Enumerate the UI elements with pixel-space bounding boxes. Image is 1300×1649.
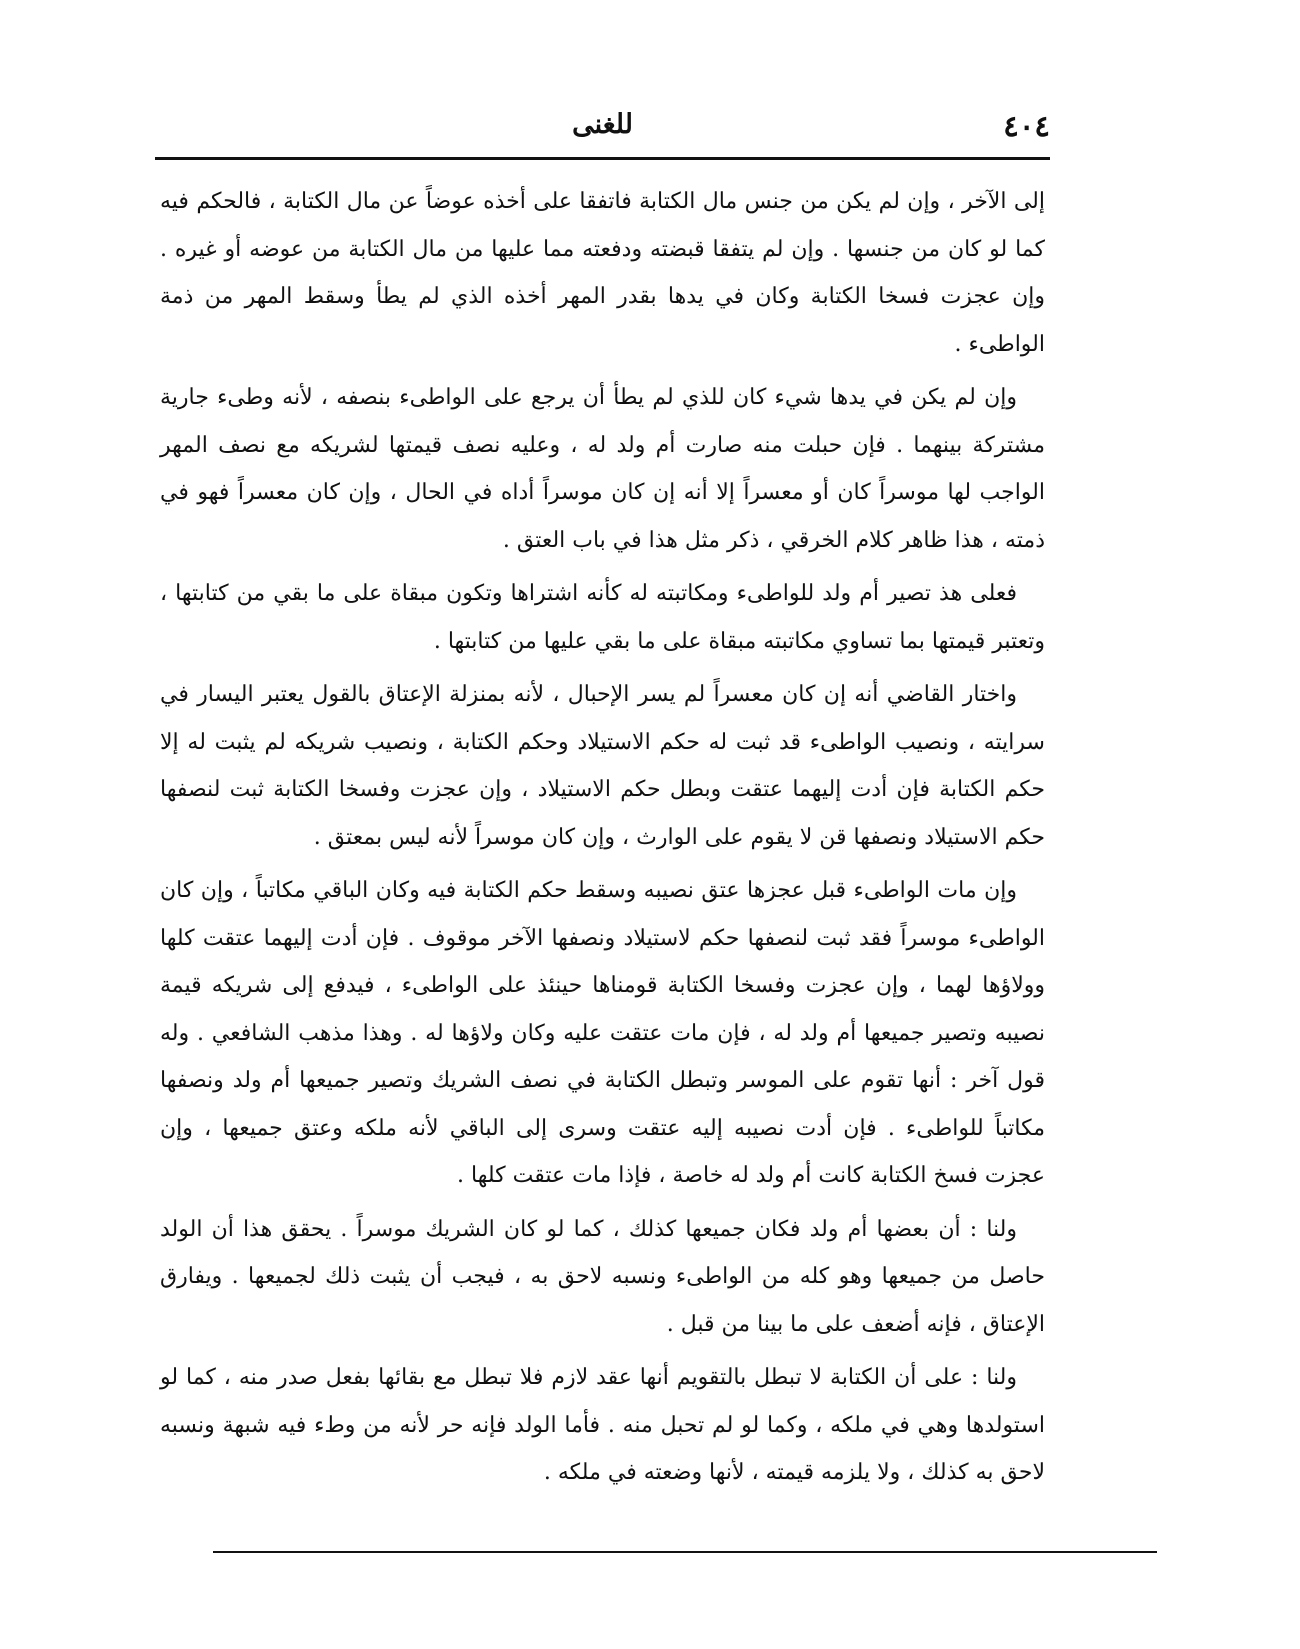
- paragraph-4: واختار القاضي أنه إن كان معسراً لم يسر الإحبال ، لأنه بمنزلة الإعتاق بالقول يعتبر اليسار في سرايته ، ونصيب الواطىء قد ثبت له حكم الاستيلاد وحكم الكتابة ، ونصيب شريكه لم يثبت له إلا حكم الكتابة فإن أدت إليهما عتقت وبطل حكم الاستيلاد ، وإن عجزت وفسخا الكتابة ثبت لنصفها حكم الاستيلاد ونصفها قن لا يقوم على الوارث ، وإن كان موسراً لأنه ليس بمعتق .: [160, 682, 1045, 850]
- paragraph-2: وإن لم يكن في يدها شيء كان للذي لم يطأ أن يرجع على الواطىء بنصفه ، لأنه وطىء جارية مشتركة بينهما . فإن حبلت منه صارت أم ولد له ، وعليه نصف قيمتها لشريكه مع نصف المهر الواجب لها موسراً كان أو معسراً إلا أنه إن كان موسراً أداه في الحال ، وإن كان معسراً فهو في ذمته ، هذا ظاهر كلام الخرقي ، ذكر مثل هذا في باب العتق .: [160, 385, 1045, 553]
- page-header: [155, 105, 1050, 155]
- footer-rule: [213, 1551, 1157, 1553]
- paragraph-3: فعلى هذ تصير أم ولد للواطىء ومكاتبته له كأنه اشتراها وتكون مبقاة على ما بقي من كتابتها ، وتعتبر قيمتها بما تساوي مكاتبته مبقاة على ما بقي عليها من كتابتها .: [160, 581, 1045, 654]
- page-body: [160, 178, 1045, 1503]
- paragraph-1: إلى الآخر ، وإن لم يكن من جنس مال الكتابة فاتفقا على أخذه عوضاً عن مال الكتابة ، فالحكم فيه كما لو كان من جنسها . وإن لم يتفقا قبضته ودفعته مما عليها من مال الكتابة من عوضه أو غيره . وإن عجزت فسخا الكتابة وكان في يدها بقدر المهر أخذه الذي لم يطأ وسقط المهر من ذمة الواطىء .: [160, 189, 1045, 357]
- paragraph-6: ولنا : أن بعضها أم ولد فكان جميعها كذلك ، كما لو كان الشريك موسراً . يحقق هذا أن الولد حاصل من جميعها وهو كله من الواطىء ونسبه لاحق به ، فيجب أن يثبت ذلك لجميعها . ويفارق الإعتاق ، فإنه أضعف على ما بينا من قبل .: [160, 1216, 1045, 1337]
- running-title: للغنى: [572, 109, 633, 140]
- header-rule: [155, 157, 1050, 160]
- page-number: ٤٠٤: [1003, 109, 1050, 143]
- paragraph-7: ولنا : على أن الكتابة لا تبطل بالتقويم أنها عقد لازم فلا تبطل مع بقائها بفعل صدر منه ، كما لو استولدها وهي في ملكه ، وكما لو لم تحبل منه . فأما الولد فإنه حر لأنه من وطء فيه شبهة ونسبه لاحق به كذلك ، ولا يلزمه قيمته ، لأنها وضعته في ملكه .: [160, 1365, 1045, 1485]
- paragraph-5: وإن مات الواطىء قبل عجزها عتق نصيبه وسقط حكم الكتابة فيه وكان الباقي مكاتباً ، وإن كان الواطىء موسراً فقد ثبت لنصفها حكم لاستيلاد ونصفها الآخر موقوف . فإن أدت إليهما عتقت كلها وولاؤها لهما ، وإن عجزت وفسخا الكتابة قومناها حينئذ على الواطىء ، فيدفع إلى شريكه قيمة نصيبه وتصير جميعها أم ولد له ، فإن مات عتقت عليه وكان ولاؤها له . وهذا مذهب الشافعي . وله قول آخر : أنها تقوم على الموسر وتبطل الكتابة في نصف الشريك وتصير جميعها أم ولد ونصفها مكاتباً للواطىء . فإن أدت نصيبه إليه عتقت وسرى إلى الباقي لأنه ملكه وعتق جميعها ، وإن عجزت فسخ الكتابة كانت أم ولد له خاصة ، فإذا مات عتقت كلها .: [160, 878, 1045, 1188]
